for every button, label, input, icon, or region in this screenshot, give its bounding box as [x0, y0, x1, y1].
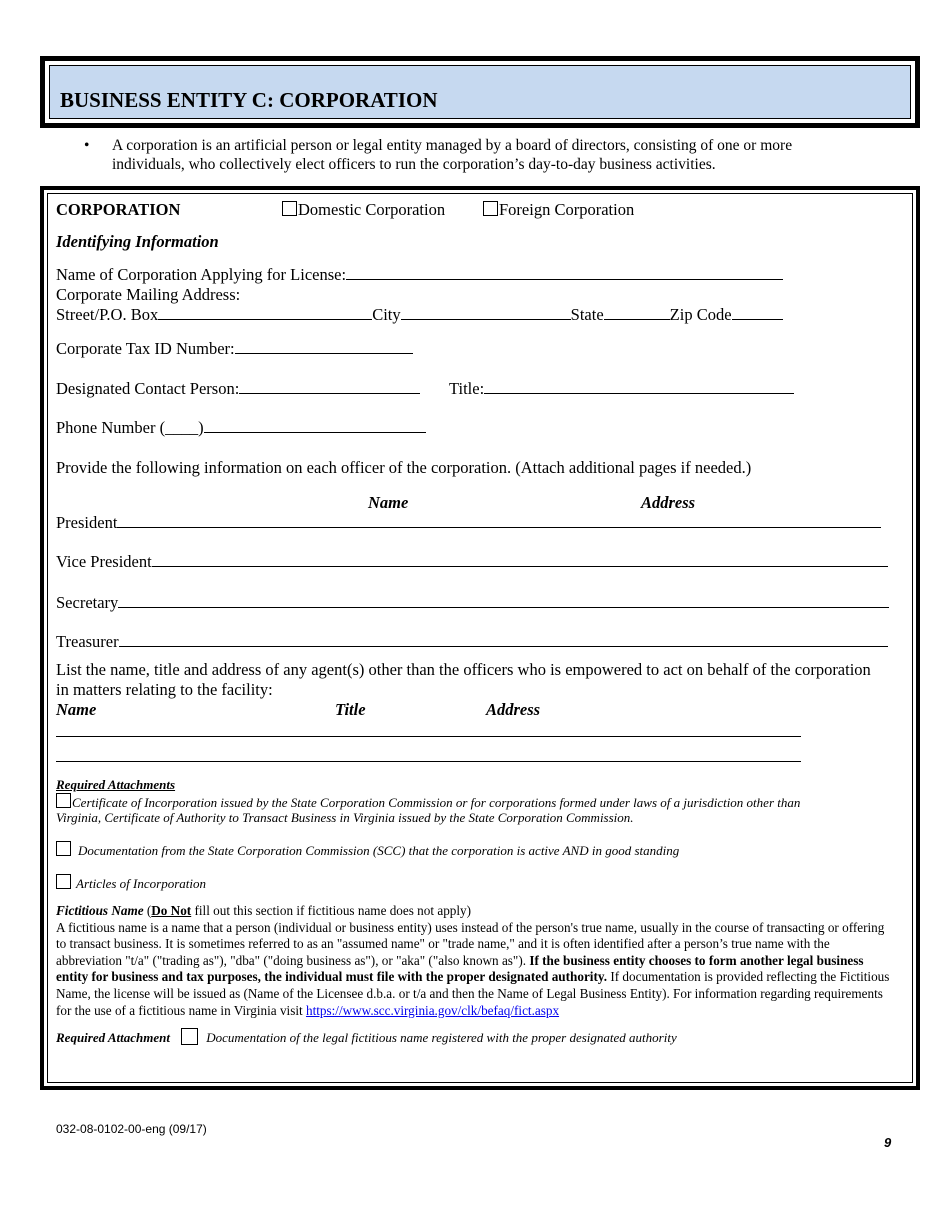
- attachment-articles[interactable]: [56, 874, 206, 892]
- fictitious-name-bold-note: If the business entity chooses to form another legal business entity for business and tax purposes, the individual must file with the proper designated authority.: [56, 952, 864, 985]
- section-banner: [40, 56, 920, 128]
- fictitious-name-link[interactable]: https://www.scc.virginia.gov/clk/befaq/fict.aspx: [305, 1002, 560, 1018]
- agent-line-2[interactable]: [56, 761, 801, 762]
- contact-title-row: [449, 379, 794, 399]
- contact-title-field[interactable]: [484, 392, 794, 394]
- domestic-corporation-label: Domestic Corporation: [298, 200, 446, 219]
- do-not-text: Do Not: [151, 903, 192, 918]
- phone-label: Phone Number (____): [56, 418, 204, 437]
- attachment-certificate-line2: Virginia, Certificate of Authority to Transact Business in Virginia issued by the State Corporation Commission.: [56, 810, 634, 825]
- contact-person-field[interactable]: [239, 392, 420, 394]
- zip-label: Zip Code: [669, 305, 732, 324]
- address-row: [56, 305, 783, 325]
- corporation-label: CORPORATION: [56, 200, 181, 219]
- attachment-certificate-line1: Certificate of Incorporation issued by the State Corporation Commission or for corporations formed under laws of a jurisdiction other than: [72, 795, 801, 810]
- attachment-certificate-checkbox[interactable]: [56, 793, 71, 808]
- section-title: BUSINESS ENTITY C: CORPORATION: [60, 88, 438, 112]
- bullet-icon: •: [84, 137, 90, 154]
- president-label: President: [56, 513, 118, 532]
- agent-name-header: Name: [56, 700, 97, 719]
- state-label: State: [570, 305, 604, 324]
- city-field[interactable]: [401, 318, 571, 320]
- attachment-scc-text: Documentation from the State Corporation Commission (SCC) that the corporation is active AND in good standing: [78, 843, 680, 858]
- secretary-label: Secretary: [56, 593, 119, 612]
- attachment-articles-checkbox[interactable]: [56, 874, 71, 889]
- president-row: [56, 513, 881, 533]
- phone-field[interactable]: [204, 431, 426, 433]
- domestic-corporation-checkbox[interactable]: [282, 201, 297, 216]
- banner-fill: [49, 65, 911, 119]
- required-attachments-heading: Required Attachments: [56, 777, 176, 792]
- treasurer-row: [56, 632, 888, 652]
- street-label: Street/P.O. Box: [56, 305, 159, 324]
- required-attachment-label: Required Attachment: [56, 1030, 170, 1045]
- foreign-corporation-option[interactable]: [483, 200, 634, 220]
- contact-person-label: Designated Contact Person:: [56, 379, 240, 398]
- agents-instruction-line1: List the name, title and address of any agent(s) other than the officers who is empowered to act on behalf of the corporation: [56, 660, 871, 679]
- mailing-address-label: Corporate Mailing Address:: [56, 285, 241, 304]
- state-field[interactable]: [604, 318, 670, 320]
- officer-name-header: Name: [368, 493, 409, 512]
- vice-president-label: Vice President: [56, 552, 152, 571]
- agent-address-header: Address: [486, 700, 541, 719]
- fictitious-name-body: A fictitious name is a name that a person (individual or business entity) uses instead of the person's true name, usually in the course of transacting or offering to transact business. It is sometimes referred to as an "assumed name" or "trade name," and it is often identified after a person’s true name with the abbreviation "t/a" ("trading as"), "dba" ("doing business as"), or "aka" ("also known as"). If the business entity chooses to form another legal business entity for business and tax purposes, the individual must file with the proper designated authority. If documentation is provided reflecting the Fictitious Name, the license will be issued as (Name of the Licensee d.b.a. or t/a and then the Name of Legal Business Entity). For information regarding requirements for the use of a fictitious name in Virginia visit https://www.scc.virginia.gov/clk/befaq/fict.aspx: [56, 919, 890, 1018]
- vice-president-row: [56, 552, 888, 572]
- officers-instruction: Provide the following information on each officer of the corporation. (Attach additional pages if needed.): [56, 458, 752, 477]
- city-label: City: [372, 305, 401, 324]
- contact-title-label: Title:: [449, 379, 485, 398]
- zip-field[interactable]: [732, 318, 783, 320]
- president-field[interactable]: [117, 526, 881, 528]
- secretary-field[interactable]: [118, 606, 889, 608]
- vice-president-field[interactable]: [152, 565, 888, 567]
- street-field[interactable]: [158, 318, 372, 320]
- secretary-row: [56, 593, 889, 613]
- corporation-name-field[interactable]: [346, 278, 783, 280]
- treasurer-label: Treasurer: [56, 632, 119, 651]
- intro-bullet: [84, 136, 854, 174]
- domestic-corporation-option[interactable]: [282, 200, 445, 220]
- intro-text: A corporation is an artificial person or legal entity managed by a board of directors, consisting of one or more individuals, who collectively elect officers to run the corporation’s day-to-day business activities.: [112, 137, 793, 173]
- agent-title-header: Title: [335, 700, 366, 719]
- form-code: 032-08-0102-00-eng (09/17): [56, 1122, 207, 1136]
- page-number: 9: [884, 1135, 892, 1150]
- foreign-corporation-checkbox[interactable]: [483, 201, 498, 216]
- corporation-name-row: [56, 265, 783, 285]
- fictitious-name-section: [56, 903, 896, 1019]
- identifying-information-heading: Identifying Information: [56, 232, 219, 251]
- required-attachment-row: [56, 1028, 677, 1046]
- attachment-articles-text: Articles of Incorporation: [76, 876, 206, 891]
- tax-id-label: Corporate Tax ID Number:: [56, 339, 235, 358]
- attachment-scc-checkbox[interactable]: [56, 841, 71, 856]
- foreign-corporation-label: Foreign Corporation: [499, 200, 635, 219]
- contact-person-row: [56, 379, 420, 399]
- officer-address-header: Address: [641, 493, 696, 512]
- treasurer-field[interactable]: [119, 645, 888, 647]
- attachment-scc-documentation[interactable]: [56, 841, 679, 859]
- tax-id-row: [56, 339, 413, 359]
- corporation-name-label: Name of Corporation Applying for License:: [56, 265, 347, 284]
- required-attachment-checkbox[interactable]: [181, 1028, 198, 1045]
- fictitious-name-heading-row: Fictitious Name (Do Not fill out this section if fictitious name does not apply): [56, 903, 472, 918]
- required-attachment-text: Documentation of the legal fictitious name registered with the proper designated authority: [206, 1030, 677, 1045]
- attachment-certificate[interactable]: [56, 793, 800, 811]
- phone-row: [56, 418, 426, 438]
- tax-id-field[interactable]: [235, 352, 413, 354]
- agents-instruction-line2: in matters relating to the facility:: [56, 680, 273, 699]
- fictitious-name-heading: Fictitious Name: [56, 903, 144, 918]
- agent-line-1[interactable]: [56, 736, 801, 737]
